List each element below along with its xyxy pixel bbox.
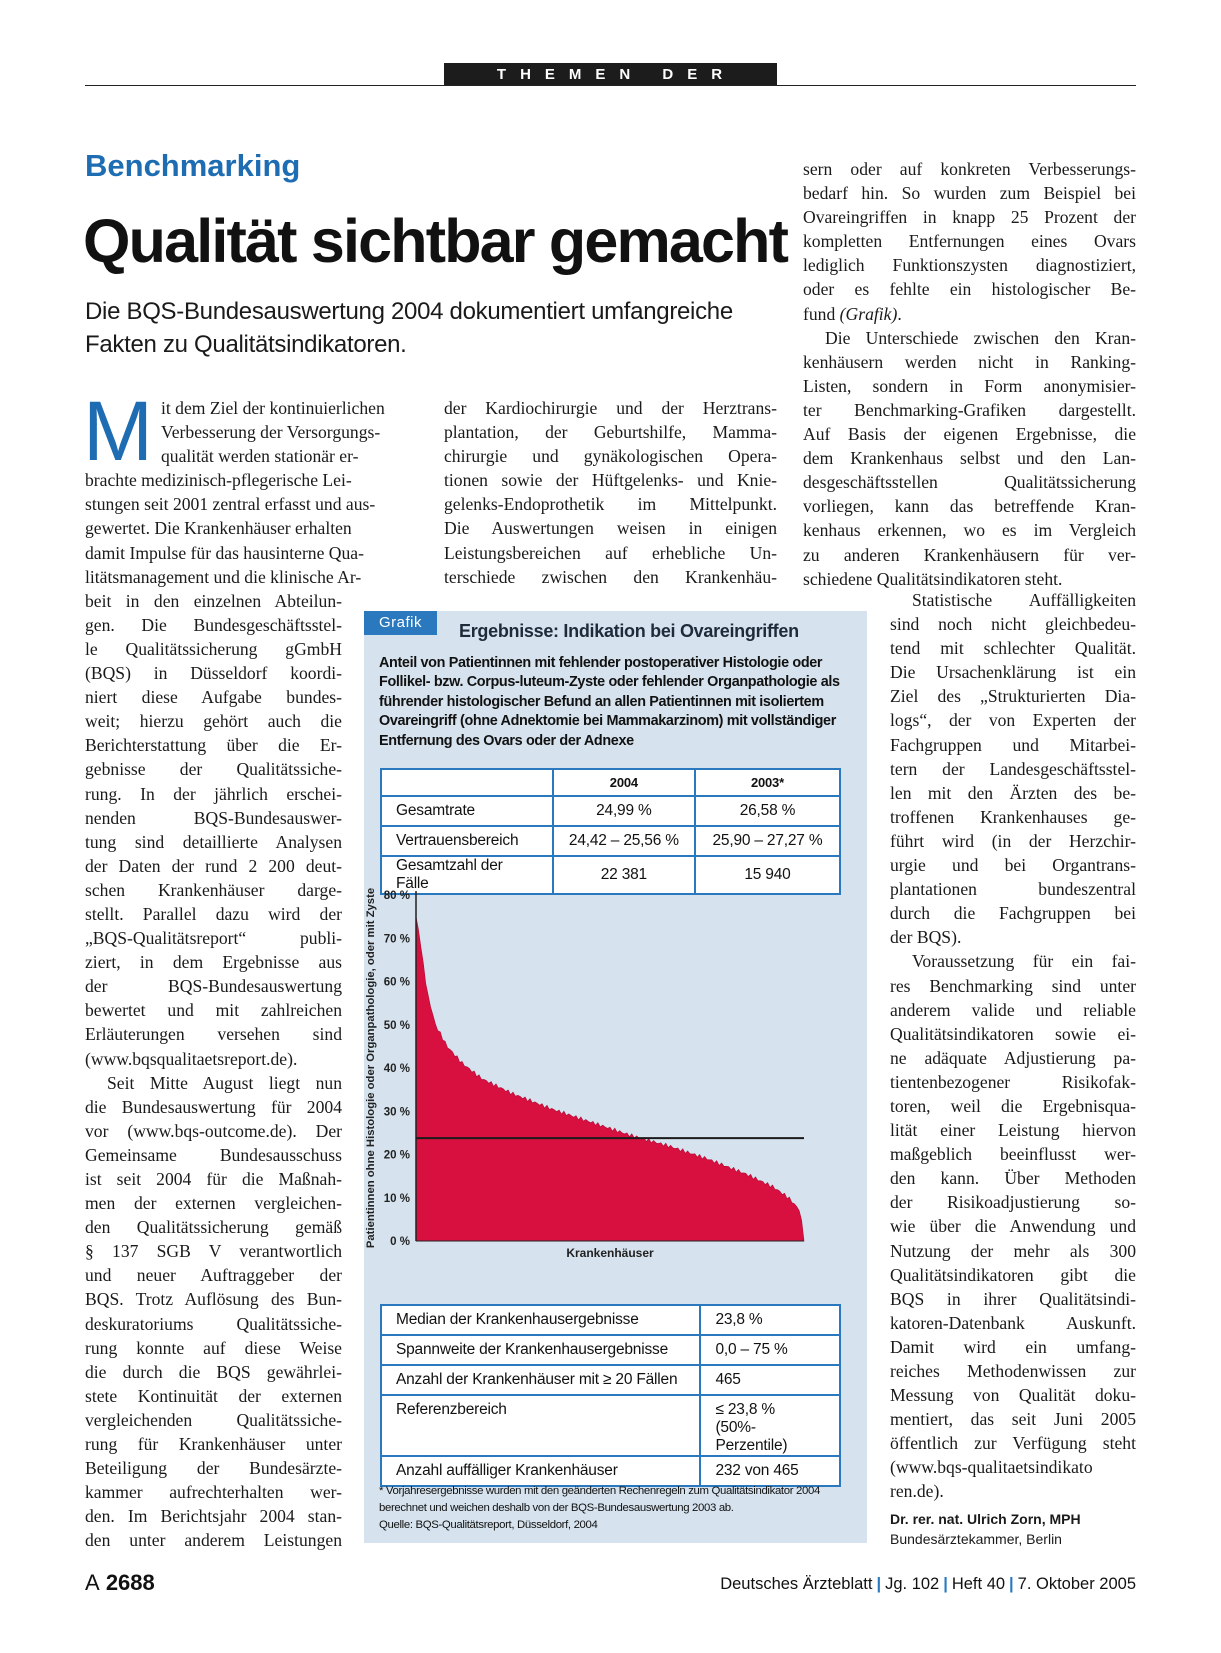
table-cell: Referenzbereich — [381, 1395, 700, 1456]
y-tick-label: 70 % — [383, 933, 410, 946]
table-cell: 24,42 – 25,56 % — [553, 826, 695, 856]
table-row — [381, 1305, 840, 1335]
figure-footnote: * Vorjahresergebnisse wurden mit den geänderten Rechenregeln zum Qualitätsindikator 2004 berechnet und weichen deshalb von der BQS-Bundesauswertung 2003 ab. Quelle: BQS-Qualitätsreport, Düsseldorf, 2004 — [379, 1485, 820, 1531]
table-cell: 232 von 465 — [700, 1456, 840, 1486]
y-tick-label: 0 % — [390, 1236, 410, 1248]
y-axis-label: Patientinnen ohne Histologie oder Organpathologie, oder mit Zyste — [365, 887, 377, 1249]
table-cell: 22 381 — [553, 856, 695, 894]
table-cell: Anzahl auffälliger Krankenhäuser — [381, 1456, 700, 1486]
y-tick-label: 20 % — [383, 1149, 410, 1162]
table-row — [381, 1456, 840, 1486]
table-cell — [700, 1395, 840, 1456]
drop-cap: M — [83, 384, 153, 478]
figure-box — [364, 611, 867, 1543]
table-cell: 24,99 % — [553, 796, 695, 826]
author-name: Dr. rer. nat. Ulrich Zorn, MPH — [890, 1511, 1081, 1527]
table-header-cell: 2004 — [553, 769, 695, 796]
summary-table — [380, 768, 841, 895]
reference-value: ≤ 23,8 % — [715, 1401, 775, 1418]
author-affiliation: Bundesärztekammer, Berlin — [890, 1531, 1062, 1547]
y-tick-label: 40 % — [383, 1063, 410, 1075]
body-column-3-bottom: Statistische Auffälligkeiten sind noch nicht gleichbedeu- tend mit schlechter Qualität. Die Ursachenklärung ist ein Ziel des „Strukturierten Dia- logs“, der von Experten der Fachgruppen und Mitarbei- tern der Landesgeschäftsstel- len mit den Ärzten des be- troffenen Krankenhauses ge- führt wird (in der Herzchir- urgie und bei Organtrans- plantationen bundeszentral durch die Fachgruppen bei der BQS). Voraussetzung für ein fai- res Benchmarking sind unter anderem valide und reliable Qualitätsindikatoren sowie ei- ne adäquate Adjustierung pa- tientenbezogener Risikofak- toren, weil die Ergebnisqua- lität einer Leistung hiervon maßgeblich beeinflusst wer- den kann. Über Methoden der Risikoadjustierung so- wie über die Anwendung und Nutzung der mehr als 300 Qualitätsindikatoren gibt die BQS in ihrer Qualitätsindi- katoren-Datenbank Auskunft. Damit wird ein umfang- reiches Methodenwissen zur Messung von Qualität doku- mentiert, das seit Juni 2005 öffentlich zur Verfügung steht (www.bqs-qualitaetsindikato ren.de). — [890, 590, 1136, 1502]
table-row — [381, 1395, 840, 1456]
statistics-table — [380, 1304, 841, 1487]
table-header-cell — [381, 769, 553, 796]
results-area — [416, 917, 804, 1241]
figure-reference: (Grafik) — [839, 303, 898, 324]
section-label: THEMEN DER ZEIT — [444, 63, 777, 86]
table-cell: 15 940 — [695, 856, 840, 894]
table-cell: 0,0 – 75 % — [700, 1335, 840, 1365]
table-row — [381, 1335, 840, 1365]
article-headline: Qualität sichtbar gemacht — [83, 207, 788, 275]
y-tick-label: 30 % — [383, 1106, 410, 1119]
table-cell: Gesamtrate — [381, 796, 553, 826]
x-axis-label: Krankenhäuser — [566, 1246, 654, 1260]
table-header-cell: 2003* — [695, 769, 840, 796]
table-row — [381, 1365, 840, 1395]
table-cell: Spannweite der Krankenhausergebnisse — [381, 1335, 700, 1365]
table-cell: Median der Krankenhausergebnisse — [381, 1305, 700, 1335]
table-cell: Vertrauensbereich — [381, 826, 553, 856]
article-kicker: Benchmarking — [85, 148, 301, 183]
reference-note: (50%-Perzentile) — [715, 1419, 788, 1454]
y-tick-label: 60 % — [383, 976, 410, 989]
author-block — [890, 1509, 1081, 1549]
figure-description: Anteil von Patientinnen mit fehlender postoperativer Histologie oder Follikel- bzw. Corpus-luteum-Zyste oder fehlender Organpathologie als führender histologischer Befund an allen Patientinnen mit isoliertem Ovareingriff (ohne Adnektomie bei Mammakarzinom) mit vollständiger Entfernung des Ovars oder der Adnexe — [379, 655, 840, 749]
page-number: A 2688 — [85, 1570, 155, 1595]
body-column-3-top: sern oder auf konkreten Verbesserungs- bedarf hin. So wurden zum Beispiel bei Ovareingriffen in knapp 25 Prozent der kompletten Entfernungen eines Ovars lediglich Funktionszysten diagnostiziert, oder es fehlte ein histologischer Be- fund (Grafik). Die Unterschiede zwischen den Kran- kenhäusern werden nicht in Ranking- Listen, sondern in Form anonymisier- ter Benchmarking-Grafiken dargestellt. Auf Basis der eigenen Ergebnisse, die dem Krankenhaus selbst und den Lan- desgeschäftsstellen Qualitätssicherung vorliegen, kann das betreffende Kran- kenhaus erkennen, wo es im Vergleich zu anderen Krankenhäusern für ver- schiedene Qualitätsindikatoren steht. — [803, 159, 1136, 589]
table-cell: 26,58 % — [695, 796, 840, 826]
table-cell: 465 — [700, 1365, 840, 1395]
header-rule — [85, 85, 1136, 86]
figure-title: Ergebnisse: Indikation bei Ovareingriffen — [459, 621, 799, 641]
hospital-results-chart — [364, 881, 867, 1301]
table-row — [381, 796, 840, 826]
table-header-row — [381, 769, 840, 796]
figure-tab: Grafik — [364, 611, 437, 635]
journal-footer: Deutsches Ärzteblatt | Jg. 102 | Heft 40 | 7. Oktober 2005 — [720, 1575, 1136, 1593]
body-column-2: der Kardiochirurgie und der Herztrans- plantation, der Geburtshilfe, Mamma- chirurgie und gynäkologischen Opera- tionen sowie der Hüftgelenks- und Knie- gelenks-Endoprothetik im Mittelpunkt. Die Auswertungen weisen in einigen Leistungsbereichen auf erhebliche Un- terschiede zwischen den Krankenhäu- — [444, 398, 777, 587]
table-cell: Anzahl der Krankenhäuser mit ≥ 20 Fällen — [381, 1365, 700, 1395]
table-cell: Gesamtzahl der Fälle — [381, 856, 553, 894]
table-cell: 23,8 % — [700, 1305, 840, 1335]
y-tick-label: 50 % — [383, 1019, 410, 1032]
y-tick-label: 80 % — [383, 890, 410, 902]
table-row — [381, 826, 840, 856]
body-column-1: M it dem Ziel der kontinuierlichen Verbesserung der Versorgungs- qualität werden stationär er- brachte medizinisch-pflegerische Lei- stungen seit 2001 zentral erfasst und aus- gewertet. Die Krankenhäuser erhalten damit Impulse für das hausinterne Qua- litätsmanagement und die klinische Ar- beit in den einzelnen Abteilun- gen. Die Bundesgeschäftsstel- le Qualitätssicherung gGmbH (BQS) in Düsseldorf koordi- niert diese Aufgabe bundes- weit; hierzu gehört auch die Berichterstattung über die Er- gebnisse der Qualitätssiche- rung. In der jährlich erschei- nenden BQS-Bundesauswer- tung sind detaillierte Analysen der Daten der rund 2 200 deut- schen Krankenhäuser darge- stellt. Parallel dazu wird der „BQS-Qualitätsreport“ publi- ziert, in dem Ergebnisse aus der BQS-Bundesauswertung bewertet und mit zahlreichen Erläuterungen versehen sind (www.bqsqualitaetsreport.de). Seit Mitte August liegt nun die Bundesauswertung für 2004 vor (www.bqs-outcome.de). Der Gemeinsame Bundesausschuss ist seit 2004 für die Maßnah- men der externen vergleichen- den Qualitätssicherung gemäß § 137 SGB V verantwortlich und neuer Auftraggeber der BQS. Trotz Auflösung des Bun- deskuratoriums Qualitätssiche- rung konnte auf diese Weise die durch die BQS gewährlei- stete Kontinuität der externen vergleichenden Qualitätssiche- rung für Krankenhäuser unter Beteiligung der Bundesärzte- kammer aufrechterhalten wer- den. Im Berichtsjahr 2004 stan- den unter anderem Leistungen — [83, 384, 385, 1551]
article-deck: Die BQS-Bundesauswertung 2004 dokumentiert umfangreiche Fakten zu Qualitätsindikatoren. — [85, 298, 733, 358]
y-tick-label: 10 % — [383, 1192, 410, 1205]
table-cell: 25,90 – 27,27 % — [695, 826, 840, 856]
